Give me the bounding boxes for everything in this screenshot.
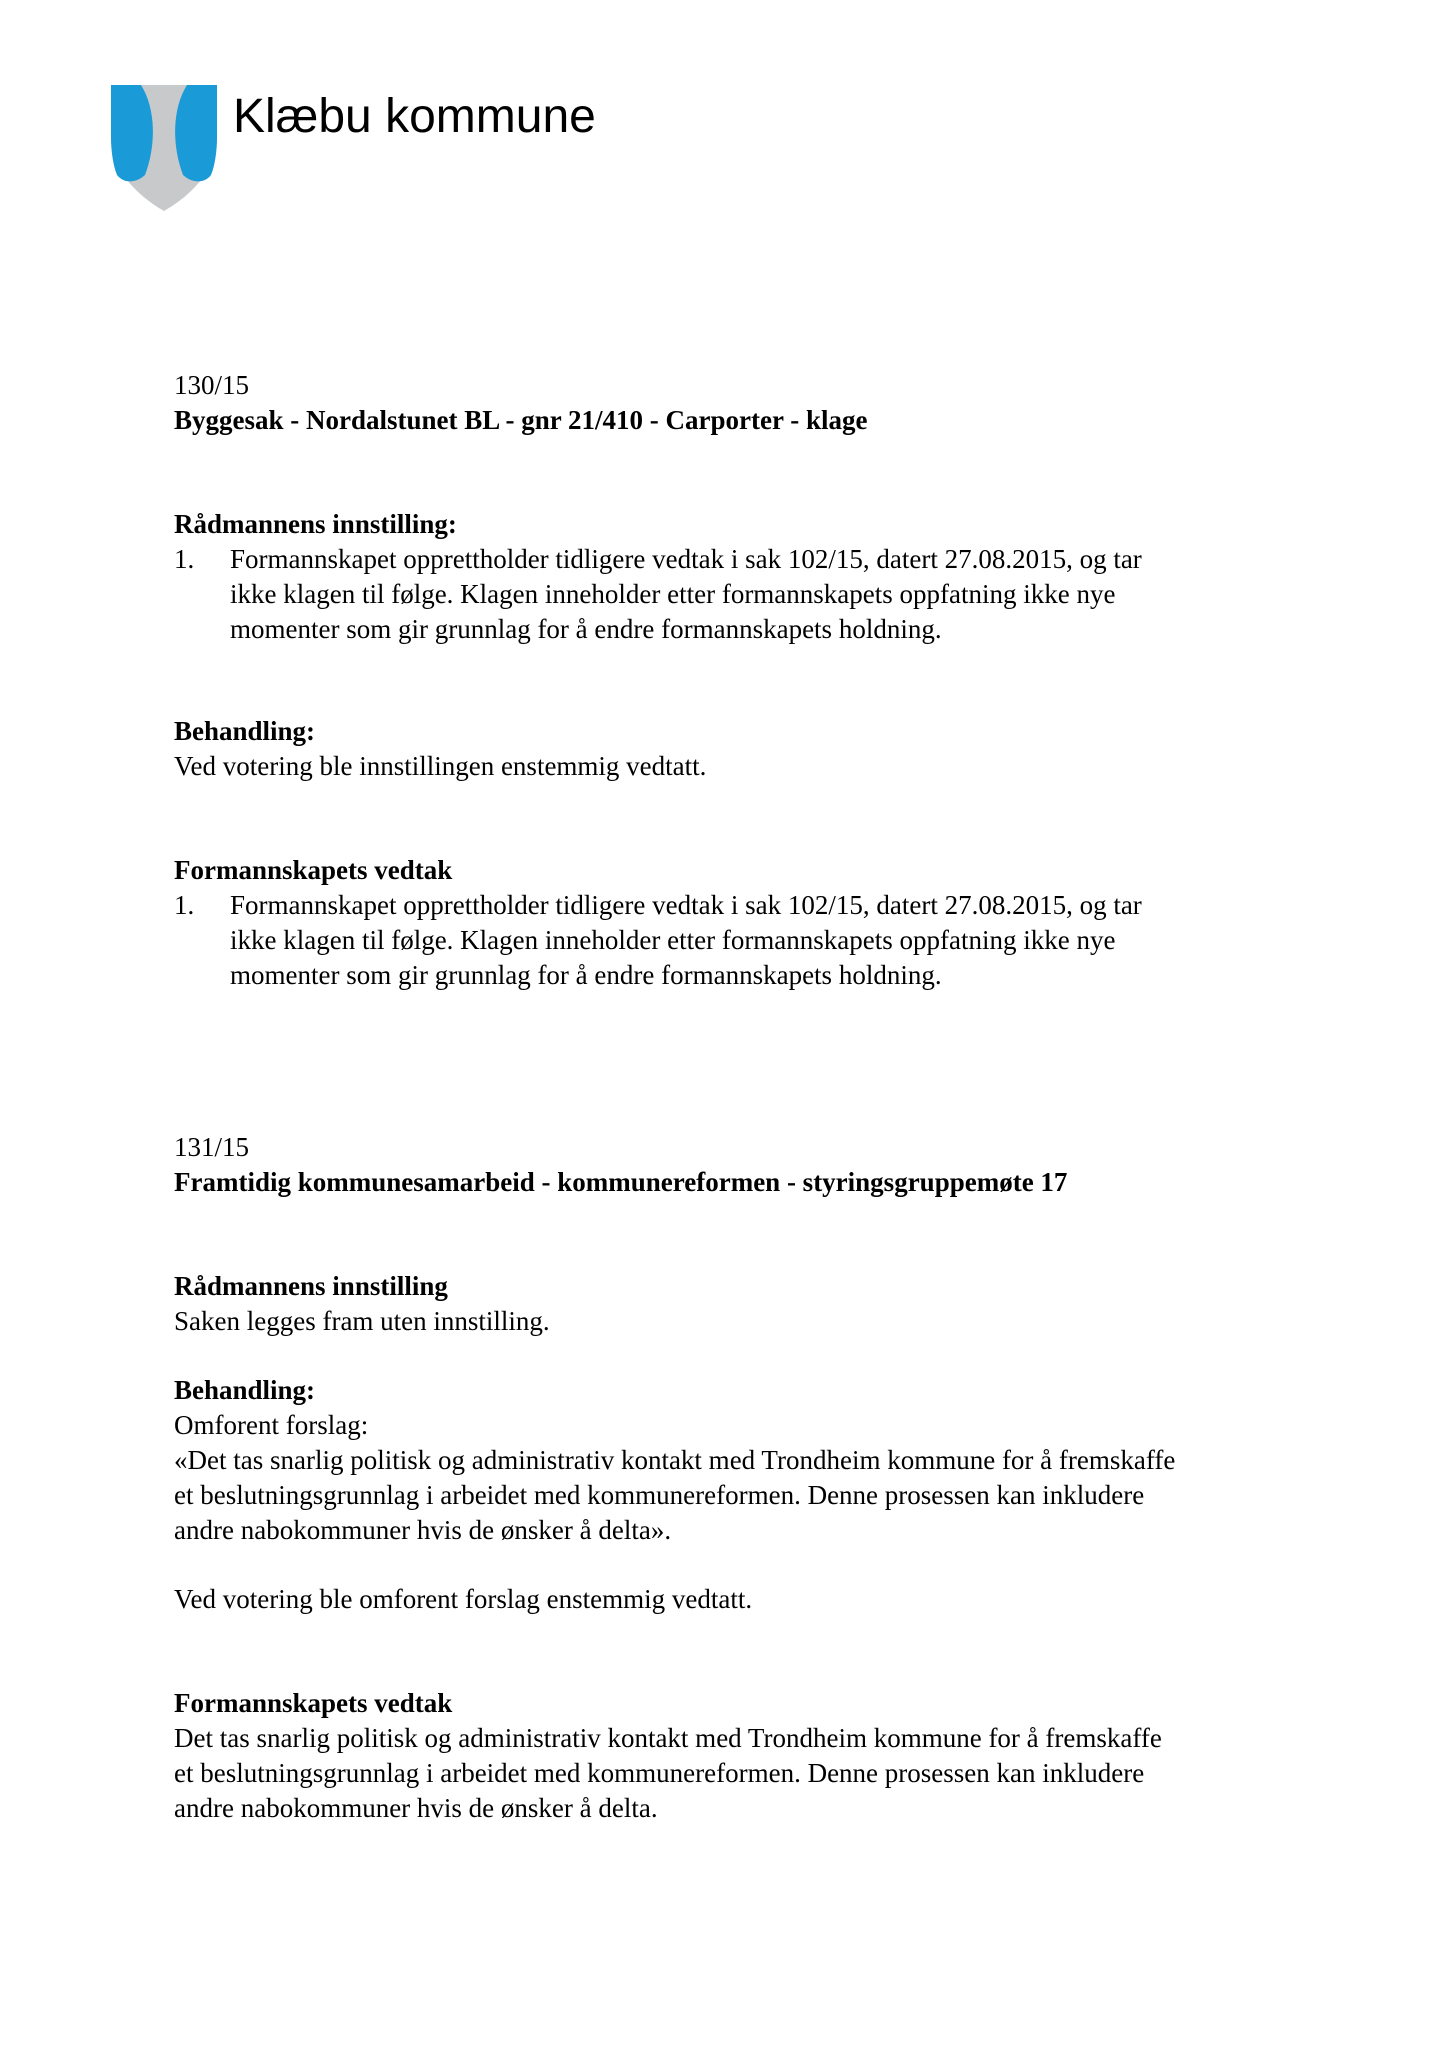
item-number: 1. <box>174 544 195 574</box>
item-text-line: momenter som gir grunnlag for å endre formannskapets holdning. <box>230 960 942 990</box>
case-131-treatment <box>174 1373 1294 1548</box>
case-130-decision <box>174 853 1294 993</box>
case-130-treatment <box>174 714 1294 784</box>
item-text-line: Formannskapet opprettholder tidligere vedtak i sak 102/15, datert 27.08.2015, og tar <box>230 890 1142 920</box>
recommendation-text: Saken legges fram uten innstilling. <box>174 1306 550 1336</box>
treatment-quote-line: andre nabokommuner hvis de ønsker å delta». <box>174 1515 672 1545</box>
treatment-intro: Omforent forslag: <box>174 1410 369 1440</box>
item-text-line: momenter som gir grunnlag for å endre formannskapets holdning. <box>230 614 942 644</box>
organization-name: Klæbu kommune <box>233 90 596 143</box>
recommendation-heading: Rådmannens innstilling <box>174 1271 448 1301</box>
item-text-line: Formannskapet opprettholder tidligere vedtak i sak 102/15, datert 27.08.2015, og tar <box>230 544 1142 574</box>
decision-heading: Formannskapets vedtak <box>174 1688 453 1718</box>
case-number: 131/15 <box>174 1132 250 1162</box>
recommendation-heading: Rådmannens innstilling: <box>174 509 457 539</box>
treatment-text: Ved votering ble innstillingen enstemmig vedtatt. <box>174 751 707 781</box>
treatment-quote-line: «Det tas snarlig politisk og administrativ kontakt med Trondheim kommune for å fremskaffe <box>174 1445 1176 1475</box>
treatment-heading: Behandling: <box>174 1375 316 1405</box>
treatment-vote: Ved votering ble omforent forslag enstemmig vedtatt. <box>174 1584 753 1614</box>
case-title: Byggesak - Nordalstunet BL - gnr 21/410 - Carporter - klage <box>174 405 868 435</box>
case-131-recommendation <box>174 1269 1294 1339</box>
case-131-decision <box>174 1686 1294 1826</box>
case-131-number-block <box>174 1130 1294 1200</box>
case-title: Framtidig kommunesamarbeid - kommunereformen - styringsgruppemøte 17 <box>174 1167 1068 1197</box>
item-text-line: ikke klagen til følge. Klagen inneholder etter formannskapets oppfatning ikke nye <box>230 579 1116 609</box>
decision-text-line: Det tas snarlig politisk og administrativ kontakt med Trondheim kommune for å fremskaffe <box>174 1723 1162 1753</box>
decision-text-line: et beslutningsgrunnlag i arbeidet med kommunereformen. Denne prosessen kan inkludere <box>174 1758 1145 1788</box>
case-130-number-block <box>174 368 1294 438</box>
decision-item <box>174 888 1294 993</box>
recommendation-item <box>174 542 1294 647</box>
item-text-line: ikke klagen til følge. Klagen inneholder etter formannskapets oppfatning ikke nye <box>230 925 1116 955</box>
case-131-vote <box>174 1582 1294 1617</box>
treatment-quote-line: et beslutningsgrunnlag i arbeidet med kommunereformen. Denne prosessen kan inkludere <box>174 1480 1145 1510</box>
case-130-recommendation <box>174 507 1294 647</box>
municipality-logo <box>111 85 217 211</box>
decision-text-line: andre nabokommuner hvis de ønsker å delta. <box>174 1793 658 1823</box>
decision-heading: Formannskapets vedtak <box>174 855 453 885</box>
item-number: 1. <box>174 890 195 920</box>
case-number: 130/15 <box>174 370 250 400</box>
treatment-heading: Behandling: <box>174 716 316 746</box>
